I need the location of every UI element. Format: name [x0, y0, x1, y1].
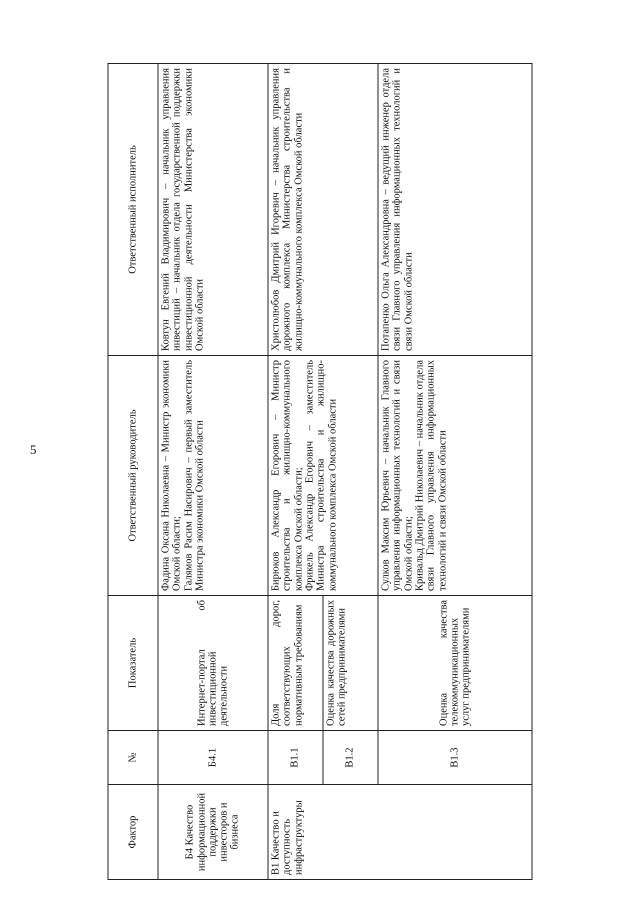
responsibility-table — [108, 63, 533, 880]
number-cell: В1.2 — [323, 731, 378, 785]
head-entry: Сулков Максим Юрьевич – начальник Главного управления информационных технологий и связи Омской области; — [380, 360, 415, 591]
number-cell: В1.3 — [378, 731, 532, 785]
head-entry: Кривальд Дмитрий Николаевич – начальник отдела связи Главного управления информационных технологий и связи Омской области — [414, 360, 449, 591]
header-indicator: Показатель — [108, 596, 158, 731]
header-number: № — [108, 731, 158, 785]
head-entry: Галямов Расим Насирович – первый заместитель Министра экономики Омской области — [183, 360, 206, 591]
number-cell: В1.1 — [268, 731, 323, 785]
rotated-table-container — [108, 64, 533, 880]
head-cell — [268, 356, 378, 596]
executor-cell: Ковтун Евгений Владимирович – начальник управления инвестиций – начальник отдела государственной поддержки инвестиционной деятельности Министерства экономики Омской области — [158, 64, 268, 356]
table-row — [378, 64, 532, 880]
factor-cell: В1 Качество и доступность инфраструктуры — [268, 785, 532, 880]
executor-cell: Потапенко Ольга Александровна – ведущий инженер отдела связи Главного управления информационных технологий и связи Омской области — [378, 64, 532, 356]
header-executor: Ответственный исполнитель — [108, 64, 158, 356]
header-head: Ответственный руководитель — [108, 356, 158, 596]
number-cell: Б4.1 — [158, 731, 268, 785]
indicator-cell: Интернет-портал об инвестиционной деятельности — [158, 596, 268, 731]
head-cell — [378, 356, 532, 596]
head-entry: Фрикель Александр Егорович – заместитель Министра строительства и жилищно-коммунального комплекса Омской области — [304, 360, 339, 591]
header-factor: Фактор — [108, 785, 158, 880]
head-cell — [158, 356, 268, 596]
page-number: 5 — [30, 442, 37, 457]
indicator-cell: Оценка качества телекоммуникационных услуг предпринимателями — [378, 596, 532, 731]
header-row — [108, 64, 158, 880]
head-entry: Фадина Оксана Николаевна – Министр экономики Омской области; — [160, 360, 183, 591]
indicator-cell: Оценка качества дорожных сетей предпринимателями — [323, 596, 378, 731]
executor-cell: Христолюбов Дмитрий Игоревич – начальник управления дорожного комплекса Министерства строительства и жилищно-коммунального комплекса Омской области — [268, 64, 378, 356]
table-row — [268, 64, 323, 880]
indicator-cell: Доля дорог, соответствующих нормативным требованиям — [268, 596, 323, 731]
head-entry: Бирюков Александр Егорович – Министр строительства и жилищно-коммунального комплекса Омской области; — [270, 360, 305, 591]
factor-cell: Б4 Качество информационной поддержки инвесторов и бизнеса — [158, 785, 268, 880]
table-row — [158, 64, 268, 880]
